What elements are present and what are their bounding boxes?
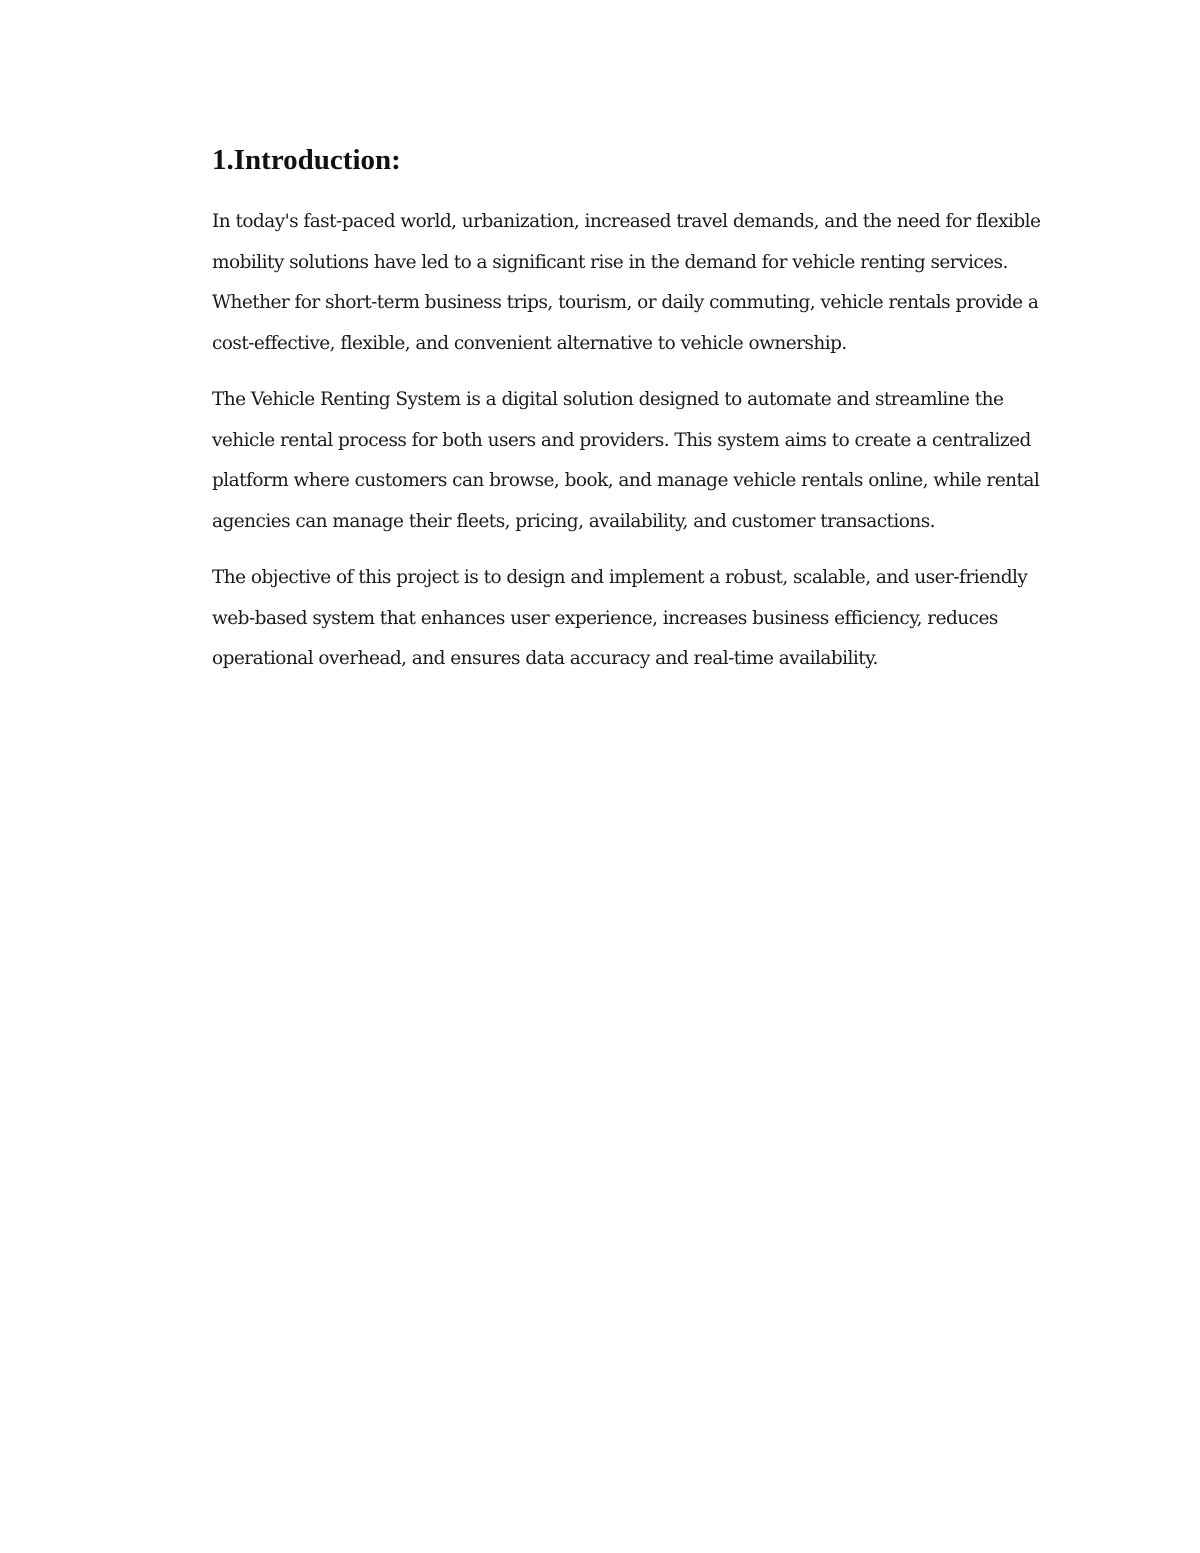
paragraph-objective: The objective of this project is to design and implement a robust, scalable, and user-friendly web-based system that enhances user experience, increases business efficiency, reduces operational overhead, and ensures data accuracy and real-time availability.	[212, 567, 1028, 669]
document-body	[212, 140, 1062, 696]
section-heading: 1.Introduction:	[212, 144, 401, 176]
paragraph-intro: In today's fast-paced world, urbanization, increased travel demands, and the need for flexible mobility solutions have led to a significant rise in the demand for vehicle renting services. Whether for short-term business trips, tourism, or daily commuting, vehicle rentals provide a cost-effective, flexible, and convenient alternative to vehicle ownership.	[212, 211, 1041, 354]
paragraph-system-description: The Vehicle Renting System is a digital solution designed to automate and streamline the vehicle rental process for both users and providers. This system aims to create a centralized platform where customers can browse, book, and manage vehicle rentals online, while rental agencies can manage their fleets, pricing, availability, and customer transactions.	[212, 389, 1040, 532]
